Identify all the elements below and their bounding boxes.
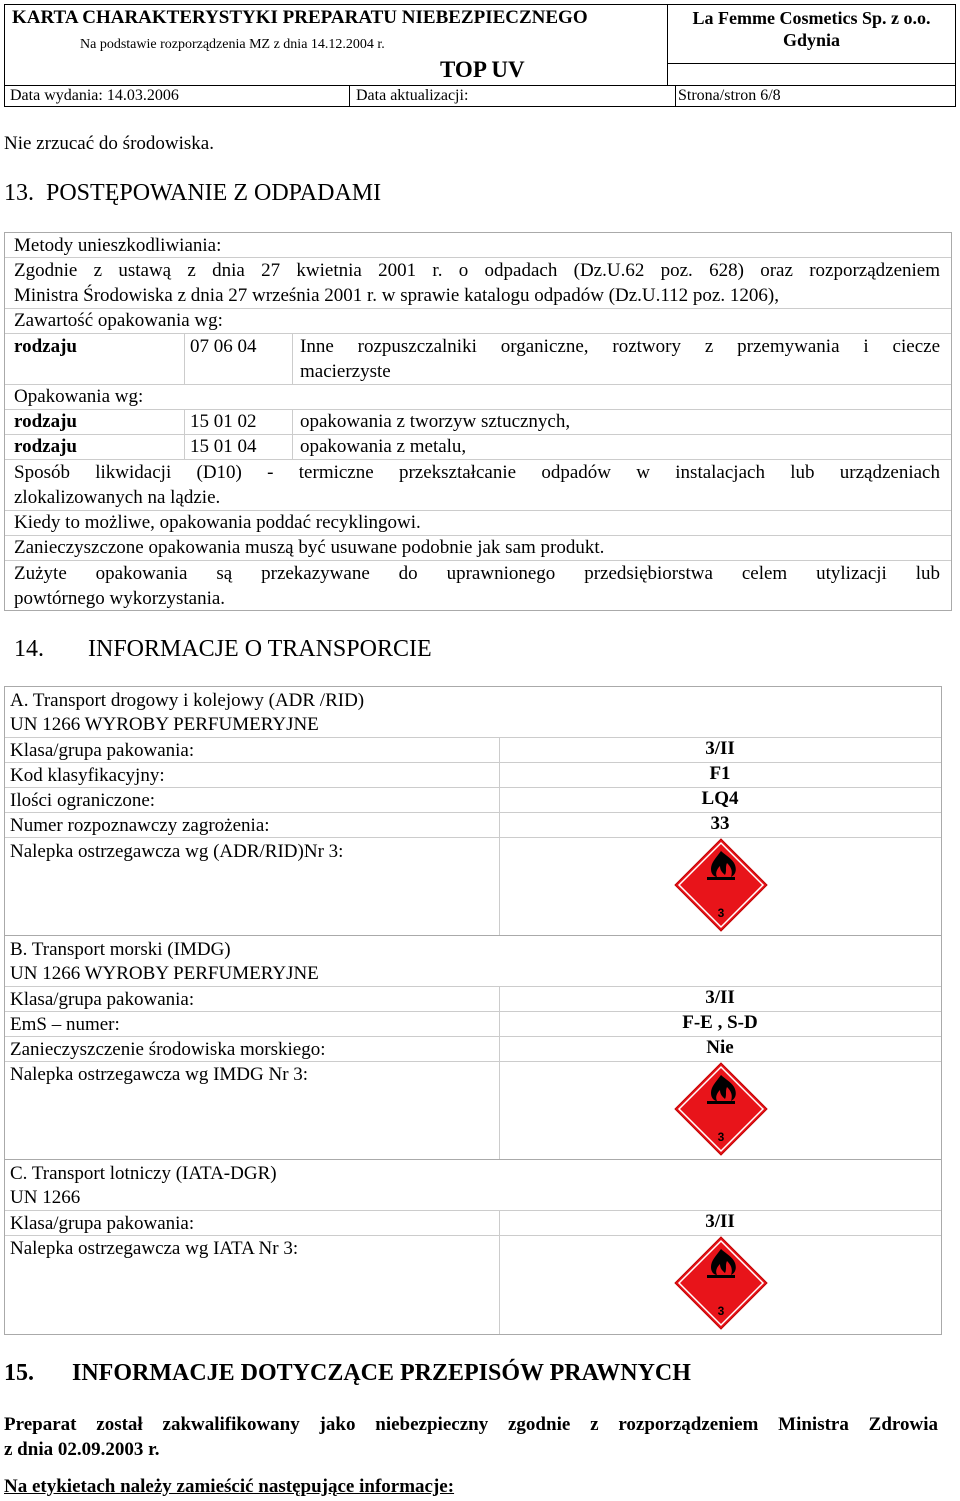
section-14-heading (14, 636, 432, 663)
used-line-1: Zużyte opakowania są przekazywane do uprawnionego przedsiębiorstwa celem utylizacji lub (14, 563, 940, 584)
road-label-sign: Nalepka ostrzegawcza wg (ADR/RID)Nr 3: (10, 841, 344, 862)
air-un: UN 1266 (10, 1187, 81, 1208)
hazard-class-number: 3 (717, 1304, 725, 1318)
section-15-heading (4, 1360, 691, 1387)
regulation-text-1: Preparat został zakwalifikowany jako niebezpieczny zgodnie z rozporządzeniem Ministra Zdrowia (4, 1414, 938, 1435)
content-desc-2: macierzyste (300, 361, 391, 382)
disposal-line-2: zlokalizowanych na lądzie. (14, 487, 221, 508)
road-value-3: 33 (710, 813, 730, 834)
air-heading: C. Transport lotniczy (IATA-DGR) (10, 1163, 277, 1184)
sea-label-sign: Nalepka ostrzegawcza wg IMDG Nr 3: (10, 1064, 309, 1085)
content-code: 07 06 04 (190, 336, 257, 357)
hazard-class-number: 3 (717, 1130, 725, 1144)
section-13-heading (4, 180, 381, 207)
regulation-text-2: z dnia 02.09.2003 r. (4, 1439, 160, 1460)
section-number: 15. (4, 1360, 34, 1386)
road-value-2: LQ4 (701, 788, 739, 809)
sea-label-0: Klasa/grupa pakowania: (10, 989, 195, 1010)
intro-text: Nie zrzucać do środowiska. (4, 133, 214, 154)
flammable-liquid-hazard-icon (673, 1235, 769, 1331)
regulation-basis: Na podstawie rozporządzenia MZ z dnia 14.12.2004 r. (80, 37, 385, 52)
sea-un: UN 1266 WYROBY PERFUMERYJNE (10, 963, 319, 984)
road-value-0: 3/II (705, 738, 735, 759)
label-info-heading: Na etykietach należy zamieścić następujące informacje: (4, 1476, 455, 1497)
flammable-liquid-hazard-icon (673, 1061, 769, 1157)
packaging-kind-1: rodzaju (14, 411, 77, 432)
sea-value-0: 3/II (705, 987, 735, 1008)
sea-label-1: EmS – numer: (10, 1014, 120, 1035)
content-desc-1: Inne rozpuszczalniki organiczne, roztwory z przemywania i ciecze (300, 336, 940, 357)
update-date: Data aktualizacji: (356, 87, 469, 104)
company-line-1: La Femme Cosmetics Sp. z o.o. (692, 8, 931, 28)
content-label: Zawartość opakowania wg: (14, 310, 223, 331)
road-value-1: F1 (709, 763, 731, 784)
air-label-0: Klasa/grupa pakowania: (10, 1213, 195, 1234)
document-header (4, 4, 956, 104)
disposal-line-1: Sposób likwidacji (D10) - termiczne przekształcanie odpadów w instalacjach lub urządzeniach (14, 462, 940, 483)
header-blank-cell (667, 63, 956, 86)
packaging-desc-1: opakowania z tworzyw sztucznych, (300, 411, 571, 432)
packaging-code-2: 15 01 04 (190, 436, 257, 457)
road-un: UN 1266 WYROBY PERFUMERYJNE (10, 714, 319, 735)
air-label-sign: Nalepka ostrzegawcza wg IATA Nr 3: (10, 1238, 299, 1259)
content-kind: rodzaju (14, 336, 77, 357)
page-number: Strona/stron 6/8 (678, 87, 781, 104)
flammable-liquid-hazard-icon (673, 837, 769, 933)
packaging-desc-2: opakowania z metalu, (300, 436, 467, 457)
company-name (667, 7, 956, 51)
used-line-2: powtórnego wykorzystania. (14, 588, 226, 609)
issue-date: Data wydania: 14.03.2006 (10, 87, 179, 104)
product-name: TOP UV (440, 57, 525, 82)
road-label-2: Ilości ograniczone: (10, 790, 156, 811)
sea-label-2: Zanieczyszczenie środowiska morskiego: (10, 1039, 326, 1060)
company-line-2: Gdynia (782, 30, 841, 50)
section-number: 13. (4, 180, 34, 206)
packaging-code-1: 15 01 02 (190, 411, 257, 432)
road-label-3: Numer rozpoznawczy zagrożenia: (10, 815, 270, 836)
hazard-class-number: 3 (717, 906, 725, 920)
section-title: INFORMACJE O TRANSPORCIE (88, 636, 432, 662)
road-label-0: Klasa/grupa pakowania: (10, 740, 195, 761)
section-title: INFORMACJE DOTYCZĄCE PRZEPISÓW PRAWNYCH (72, 1360, 691, 1386)
road-label-1: Kod klasyfikacyjny: (10, 765, 165, 786)
sea-heading: B. Transport morski (IMDG) (10, 939, 231, 960)
air-value-0: 3/II (705, 1211, 735, 1232)
section-number: 14. (14, 636, 44, 662)
law-line-1: Zgodnie z ustawą z dnia 27 kwietnia 2001 r. o odpadach (Dz.U.62 poz. 628) oraz rozporządzeniem (14, 260, 940, 281)
packaging-kind-2: rodzaju (14, 436, 77, 457)
sea-value-2: Nie (706, 1037, 734, 1058)
dirty-packaging-text: Zanieczyszczone opakowania muszą być usuwane podobnie jak sam produkt. (14, 537, 605, 558)
road-heading: A. Transport drogowy i kolejowy (ADR /RID) (10, 690, 365, 711)
methods-label: Metody unieszkodliwiania: (14, 235, 222, 256)
document-title: KARTA CHARAKTERYSTYKI PREPARATU NIEBEZPIECZNEGO (12, 7, 588, 28)
section-title: POSTĘPOWANIE Z ODPADAMI (46, 180, 382, 206)
recycle-text: Kiedy to możliwe, opakowania poddać recyklingowi. (14, 512, 421, 533)
sea-value-1: F-E , S-D (682, 1012, 758, 1033)
packaging-label: Opakowania wg: (14, 386, 144, 407)
law-line-2: Ministra Środowiska z dnia 27 września 2001 r. w sprawie katalogu odpadów (Dz.U.112 poz. 1206), (14, 285, 779, 306)
